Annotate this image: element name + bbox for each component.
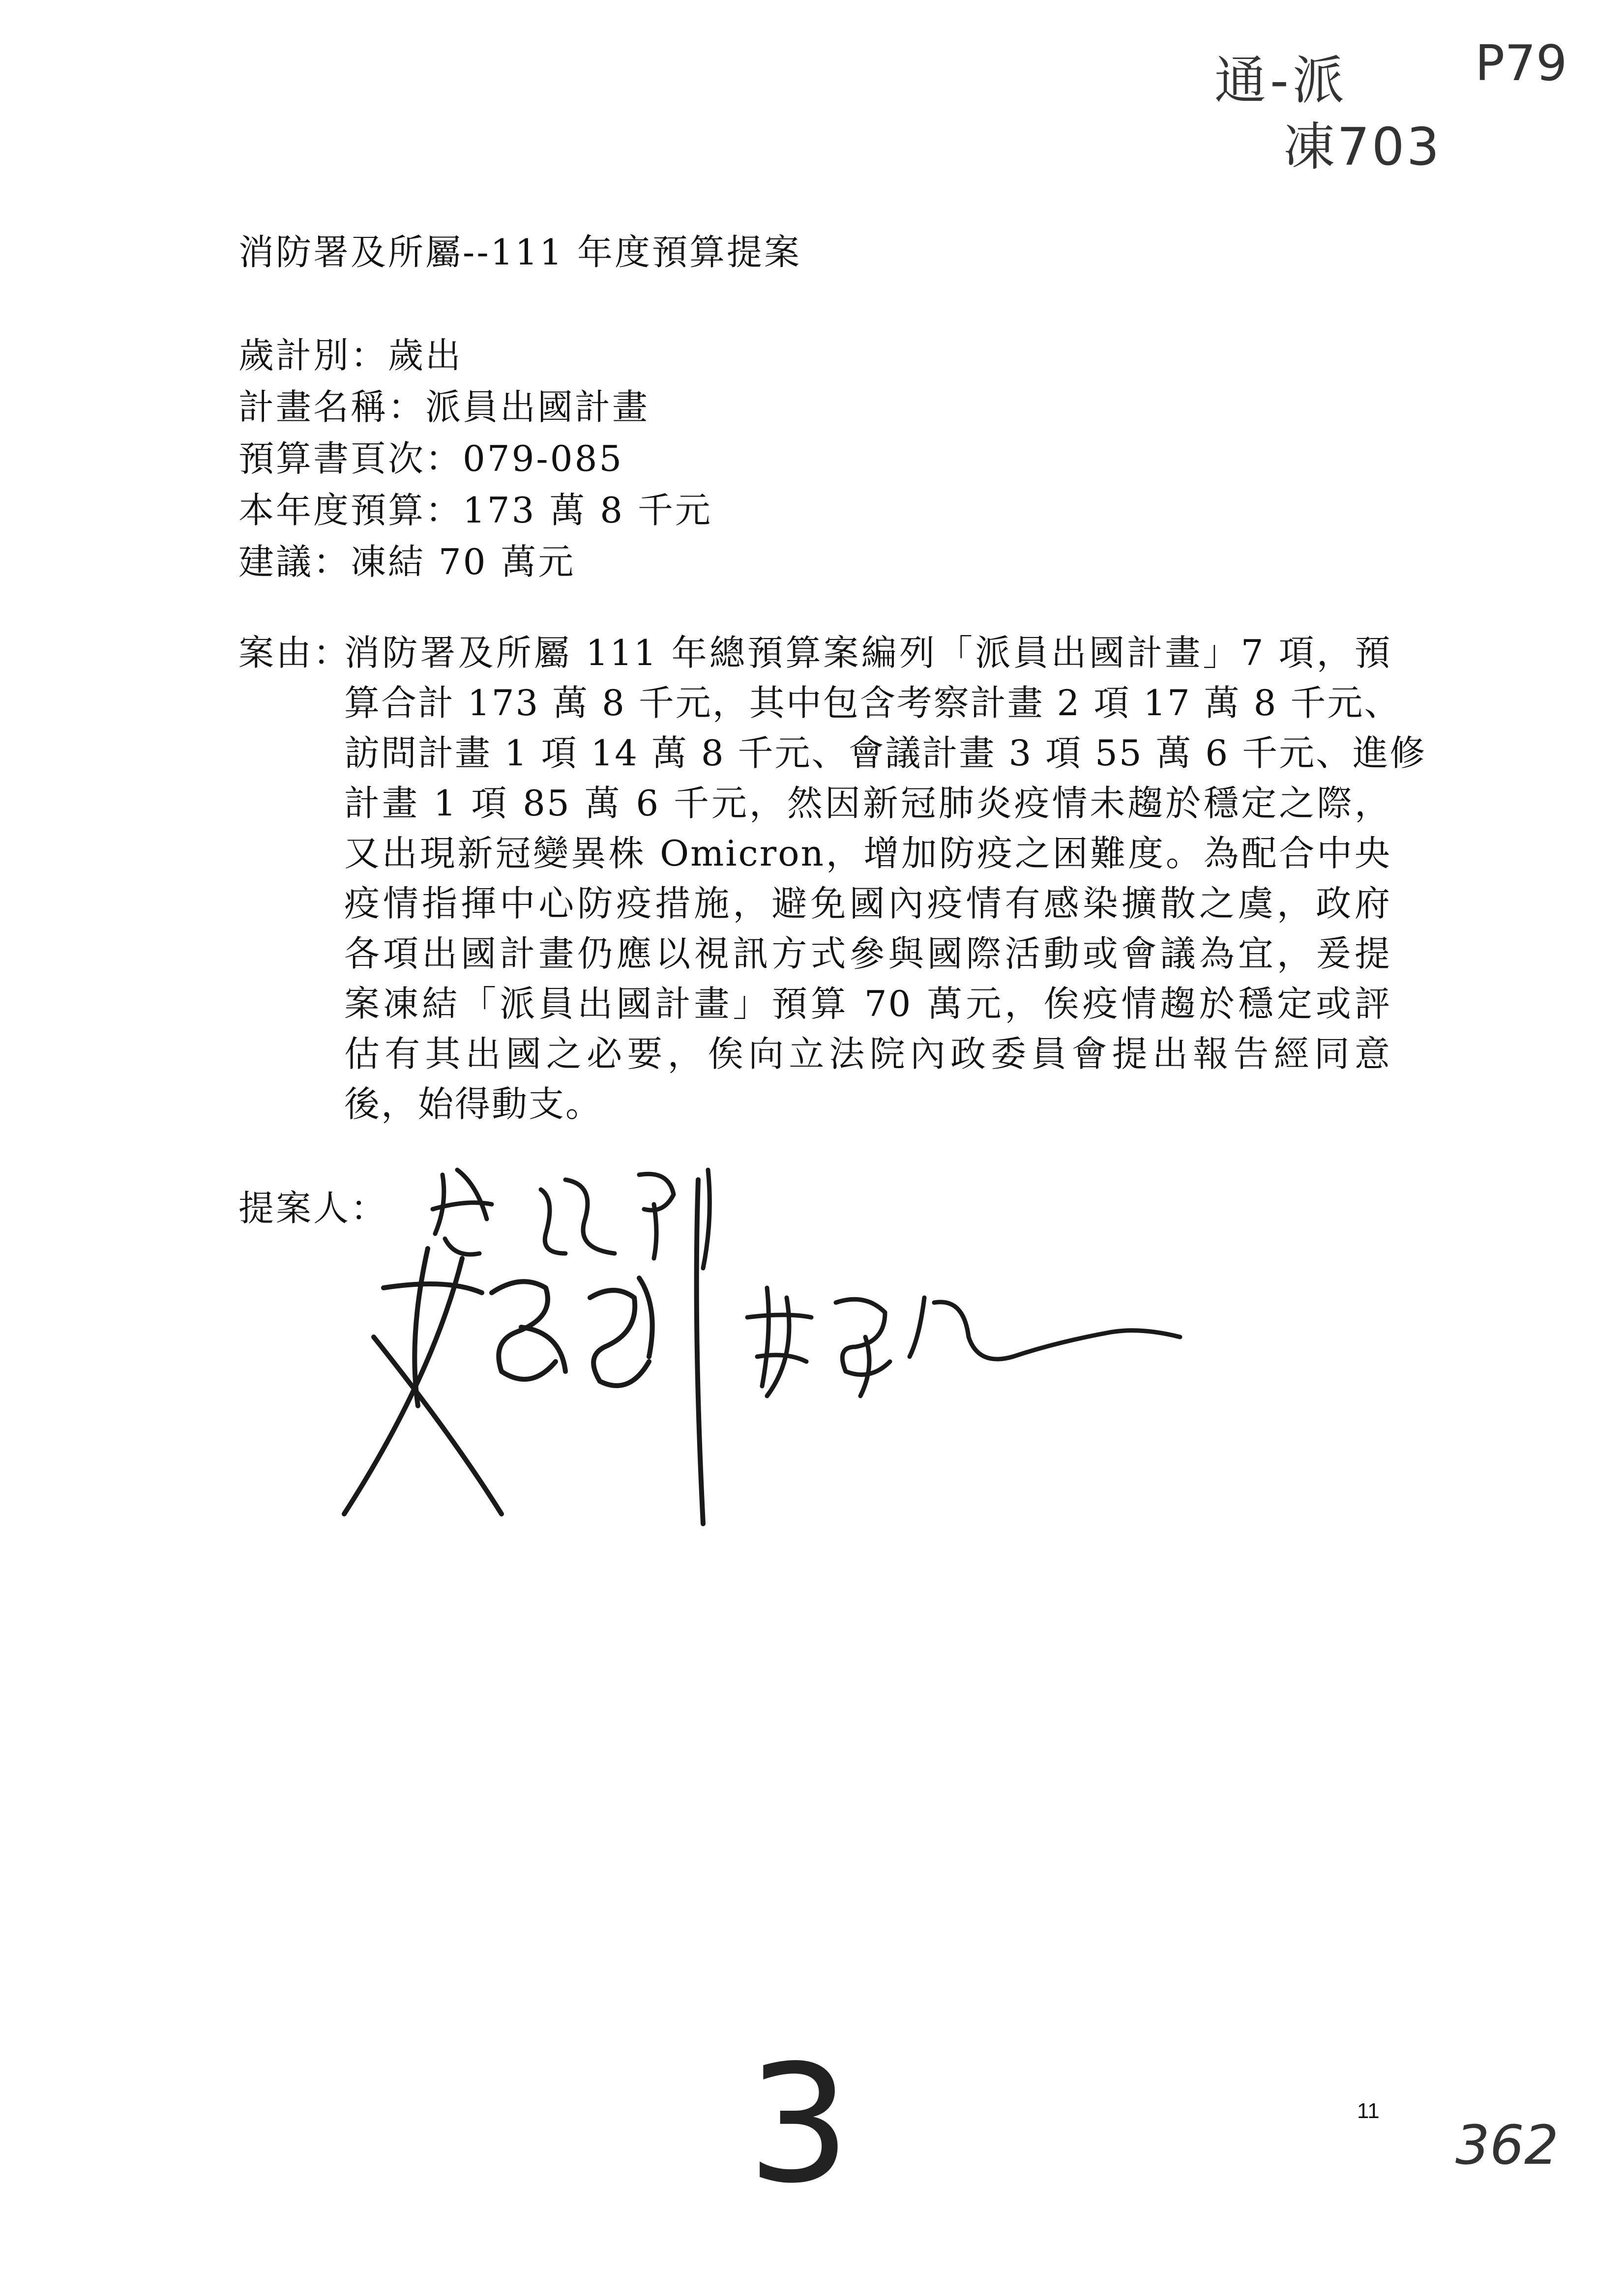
handwritten-note-bottom: 362 [1455, 2114, 1559, 2177]
reason-line: 計畫 1 項 85 萬 6 千元，然因新冠肺炎疫情未趨於穩定之際， [344, 783, 1391, 824]
reason-line: 估有其出國之必要，俟向立法院內政委員會提出報告經同意 [344, 1033, 1391, 1075]
reason-line: 後，始得動支。 [344, 1083, 603, 1125]
signature-1 [433, 1170, 709, 1268]
signature-3 [747, 1288, 1180, 1396]
field-budget-category: 歲計別：歲出 [238, 335, 463, 376]
field-annual-budget: 本年度預算：173 萬 8 千元 [238, 490, 712, 531]
field-recommendation: 建議：凍結 70 萬元 [238, 541, 576, 582]
document-title: 消防署及所屬--111 年度預算提案 [238, 232, 801, 273]
handwritten-page-mark: P79 [1475, 34, 1567, 92]
reason-line: 算合計 173 萬 8 千元，其中包含考察計畫 2 項 17 萬 8 千元、 [344, 682, 1401, 724]
reason-line: 案凍結「派員出國計畫」預算 70 萬元，俟疫情趨於穩定或評 [344, 983, 1391, 1024]
reason-line: 各項出國計畫仍應以視訊方式參與國際活動或會議為宜，爰提 [344, 933, 1391, 974]
reason-label: 案由： [238, 632, 351, 673]
handwritten-note-freeze: 凍703 [1283, 117, 1442, 177]
reason-line: 又出現新冠變異株 Omicron，增加防疫之困難度。為配合中央 [344, 833, 1391, 874]
reason-line: 疫情指揮中心防疫措施，避免國內疫情有感染擴散之虞，政府 [344, 883, 1391, 924]
page-number: 11 [1357, 2099, 1380, 2123]
field-budget-pages: 預算書頁次：079-085 [238, 438, 624, 479]
signature-2 [344, 1180, 703, 1524]
reason-line: 消防署及所屬 111 年總預算案編列「派員出國計畫」7 項，預 [344, 632, 1391, 673]
reason-line: 訪問計畫 1 項 14 萬 8 千元、會議計畫 3 項 55 萬 6 千元、進修 [344, 732, 1427, 774]
field-plan-name: 計畫名稱：派員出國計畫 [238, 386, 650, 428]
handwritten-number: 3 [747, 2030, 851, 2219]
proposer-label: 提案人： [238, 1188, 388, 1229]
handwritten-note-top: 通-派 [1214, 51, 1348, 111]
